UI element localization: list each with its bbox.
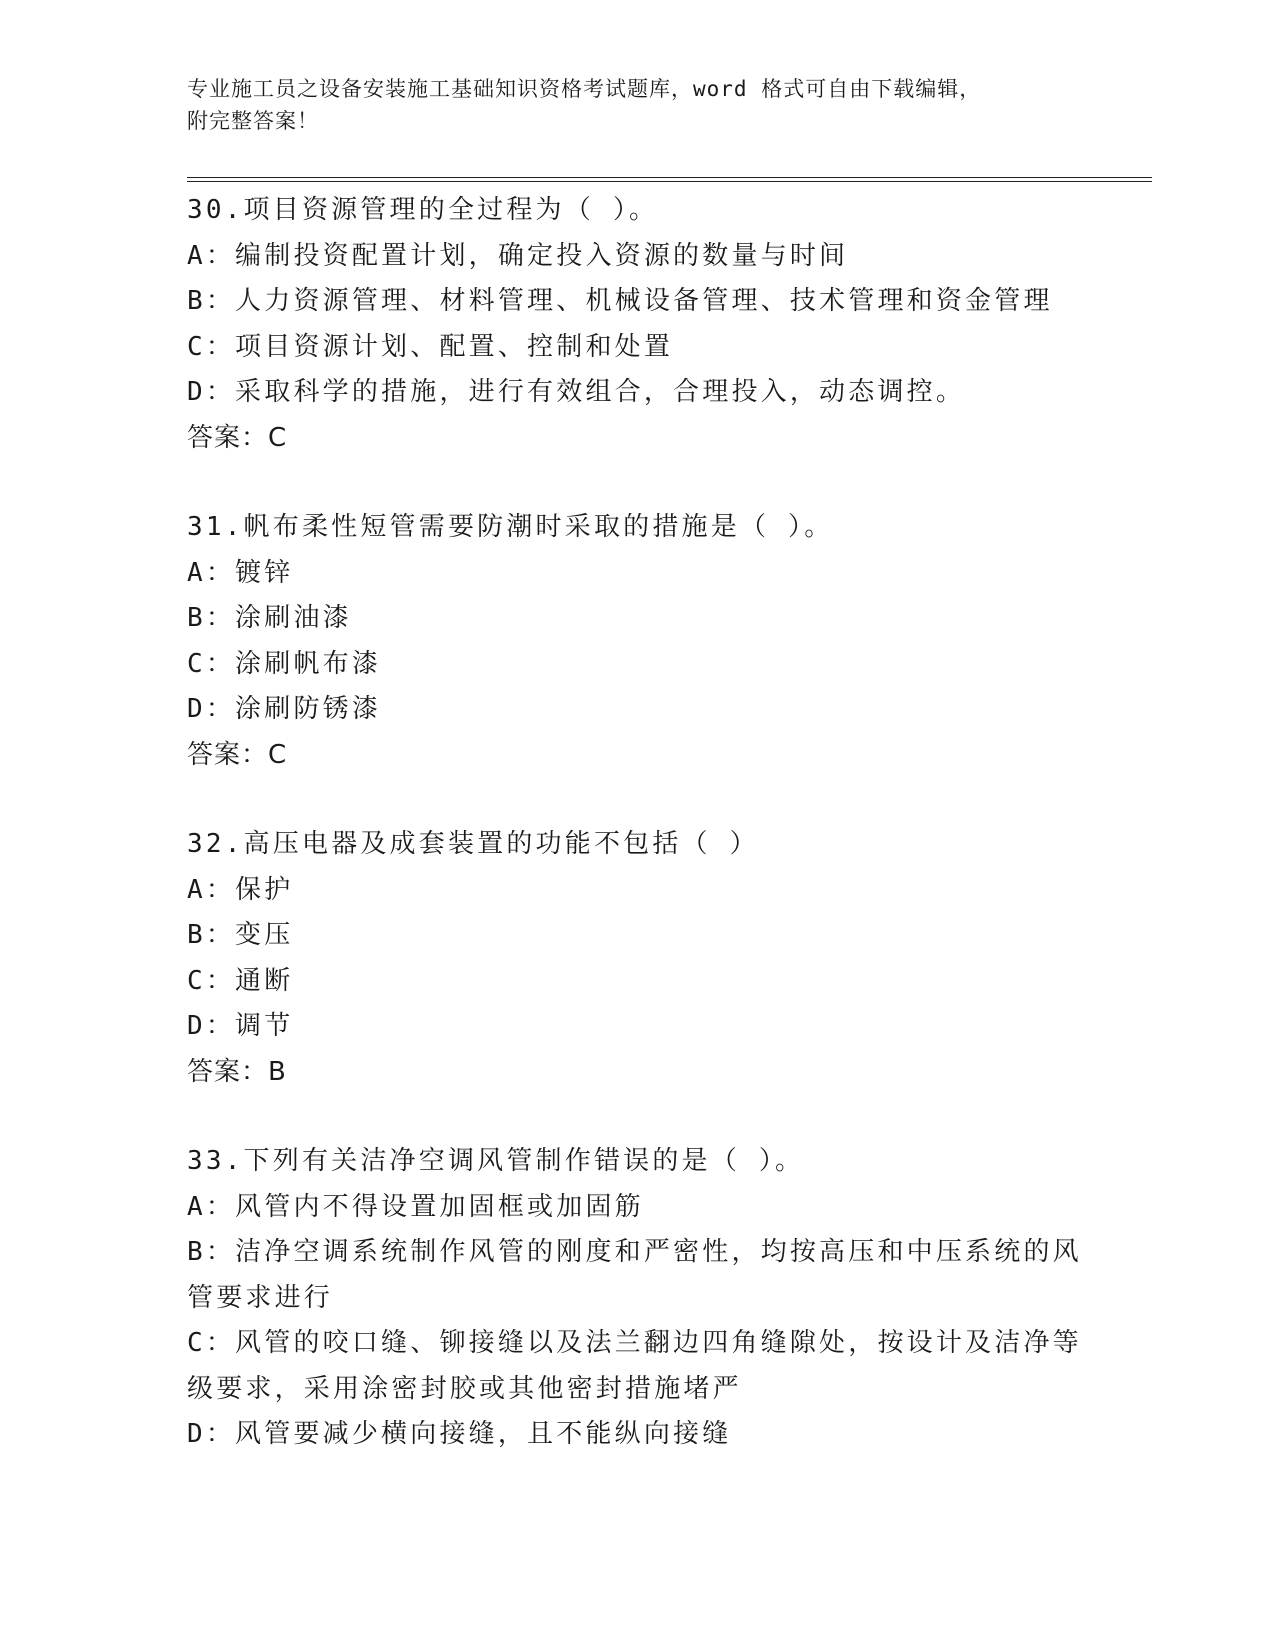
answer-label: 答案：B [187,1056,287,1087]
question-stem: 33.下列有关洁净空调风管制作错误的是（ ）。 [187,1146,805,1176]
option-b: B：涂刷油漆 [187,603,352,633]
option-c: C：风管的咬口缝、铆接缝以及法兰翻边四角缝隙处，按设计及洁净等级要求，采用涂密封胶或其他密封措施堵严 [187,1328,1082,1404]
question-list [187,188,1087,1502]
question-stem: 31.帆布柔性短管需要防潮时采取的措施是（ ）。 [187,512,834,542]
question-31 [187,505,1087,778]
header-title-line-1: 专业施工员之设备安装施工基础知识资格考试题库，word 格式可自由下载编辑， [187,77,982,101]
option-d: D：涂刷防锈漆 [187,694,382,724]
option-b: B：变压 [187,920,294,950]
option-b: B：洁净空调系统制作风管的刚度和严密性，均按高压和中压系统的风管要求进行 [187,1237,1082,1313]
option-d: D：调节 [187,1011,294,1041]
header-double-rule [187,177,1152,182]
question-30 [187,188,1087,461]
answer-label: 答案：C [187,422,288,453]
option-c: C：通断 [187,965,294,996]
option-a: A：镀锌 [187,557,294,588]
question-stem: 32.高压电器及成套装置的功能不包括（ ） [187,829,759,859]
option-d: D：风管要减少横向接缝，且不能纵向接缝 [187,1419,732,1449]
document-header [187,73,1087,137]
question-33 [187,1139,1087,1458]
option-d: D：采取科学的措施，进行有效组合，合理投入，动态调控。 [187,377,966,407]
header-title-line-2: 附完整答案！ [187,109,319,133]
question-stem: 30.项目资源管理的全过程为（ ）。 [187,195,659,225]
option-a: A：编制投资配置计划，确定投入资源的数量与时间 [187,240,849,271]
option-b: B：人力资源管理、材料管理、机械设备管理、技术管理和资金管理 [187,286,1053,316]
option-a: A：保护 [187,874,294,905]
option-a: A：风管内不得设置加固框或加固筋 [187,1191,644,1222]
option-c: C：项目资源计划、配置、控制和处置 [187,331,674,362]
option-c: C：涂刷帆布漆 [187,648,382,679]
answer-label: 答案：C [187,739,288,770]
question-32 [187,822,1087,1095]
